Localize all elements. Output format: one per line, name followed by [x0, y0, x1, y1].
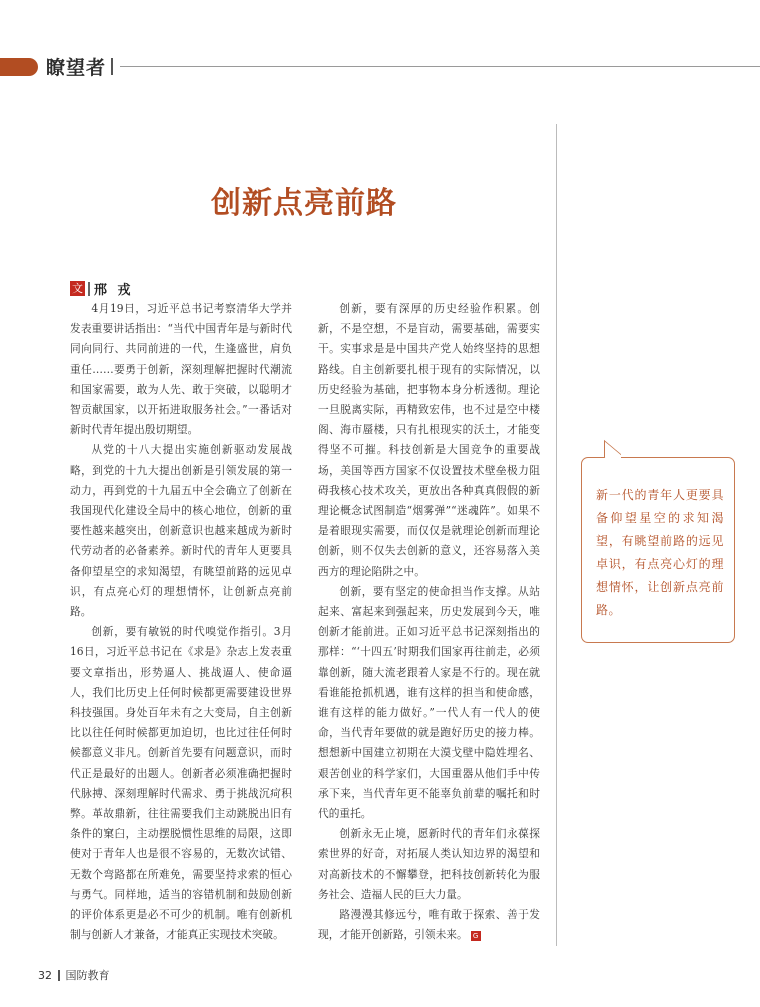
paragraph: 4月19日，习近平总书记考察清华大学并发表重要讲话指出：“当代中国青年是与新时代同向同行、共同前进的一代，生逢盛世，肩负重任……要勇于创新，深刻理解把握时代潮流和国家需要，敢为人先、敢于突破，以聪明才智贡献国家，以开拓进取服务社会。”一番话对新时代青年提出殷切期望。	[70, 302, 292, 437]
pull-quote-text: 新一代的青年人更要具备仰望星空的求知渴望，有眺望前路的远见卓识，有点亮心灯的理想情怀，让创新点亮前路。	[596, 488, 724, 617]
byline-badge: 文	[72, 282, 83, 295]
author-name: 邢 戎	[94, 283, 134, 298]
byline-divider	[88, 282, 90, 296]
article-column-left	[70, 299, 292, 946]
column-separator-rule	[556, 124, 557, 946]
article-column-right	[318, 299, 540, 946]
end-mark-icon: G	[471, 931, 481, 941]
closing-text: 路漫漫其修远兮，唯有敢于探索、善于发现，才能开创新路，引领未来。	[318, 908, 540, 942]
byline	[70, 279, 134, 298]
paragraph: 创新，要有深厚的历史经验作积累。创新，不是空想，不是盲动，需要基础，需要实干。实事求是是中国共产党人始终坚持的思想路线。自主创新要扎根于现有的实际情况，以历史经验为基础，把事物本身分析透彻。理论一旦脱离实际，再精致宏伟，也不过是空中楼阁、海市蜃楼，只有扎根现实的沃土，才能变得坚不可摧。科技创新是大国竞争的重要战场，美国等西方国家不仅设置技术壁垒极力阻碍我核心技术攻关，更放出各种真真假假的新理论概念试图制造“烟雾弹”“迷魂阵”。如果不是着眼现实需要，而仅仅是就理论创新而理论创新，则不仅失去创新的意义，还容易落入美西方的理论陷阱之中。	[318, 302, 540, 578]
article-title: 创新点亮前路	[211, 186, 397, 221]
speech-bubble-notch-icon	[604, 440, 621, 471]
pull-quote-box	[581, 457, 735, 643]
section-divider-tick	[111, 58, 113, 75]
header-rule	[120, 66, 760, 67]
page-footer	[38, 967, 110, 983]
magazine-name: 国防教育	[65, 969, 110, 982]
footer-divider	[58, 970, 60, 981]
paragraph: 从党的十八大提出实施创新驱动发展战略，到党的十九大提出创新是引领发展的第一动力，再到党的十九届五中全会确立了创新在我国现代化建设全局中的核心地位，创新的重要性越来越突出，创新意识也越来越成为新时代劳动者的必备素养。新时代的青年人更要具备仰望星空的求知渴望，有眺望前路的远见卓识，有点亮心灯的理想情怀，让创新点亮前路。	[70, 443, 292, 619]
page-number: 32	[38, 968, 52, 982]
section-color-bar	[0, 58, 38, 76]
section-name: 瞭望者	[46, 57, 107, 79]
paragraph: 创新，要有敏锐的时代嗅觉作指引。3月16日，习近平总书记在《求是》杂志上发表重要文章指出，形势逼人、挑战逼人、使命逼人，我们比历史上任何时候都更需要建设世界科技强国。身处百年未有之大变局，自主创新比以往任何时候都更加迫切，也比过往任何时候都意义非凡。创新首先要有问题意识，而时代正是最好的出题人。创新者必须准确把握时代脉搏、深刻理解时代需求、勇于挑战沉疴积弊。革故鼎新，往往需要我们主动跳脱出旧有条件的窠臼，主动摆脱惯性思维的局限，这即使对于青年人也是很不容易的，无数次试错、无数个弯路都在所难免，需要坚持求索的恒心与勇气。同样地，适当的容错机制和鼓励创新的评价体系更是必不可少的机制。唯有创新机制与创新人才兼备，才能真正实现技术突破。	[70, 625, 292, 942]
paragraph: 创新，要有坚定的使命担当作支撑。从站起来、富起来到强起来，历史发展到今天，唯创新才能前进。正如习近平总书记深刻指出的那样：“‘十四五’时期我们国家再往前走，必须靠创新，随大流老跟着人家是不行的。现在就看谁能抢抓机遇，谁有这样的担当和使命感，谁有这样的能力做好。”一代人有一代人的使命，当代青年要做的就是跑好历史的接力棒。想想新中国建立初期在大漠戈壁中隐姓埋名、艰苦创业的科学家们，大国重器从他们手中传承下来，当代青年更不能辜负前辈的嘱托和时代的重托。	[318, 584, 540, 821]
closing-paragraph	[318, 905, 540, 945]
paragraph: 创新永无止境，愿新时代的青年们永葆探索世界的好奇，对拓展人类认知边界的渴望和对高新技术的不懈攀登，把科技创新转化为服务社会、造福人民的巨大力量。	[318, 827, 540, 901]
